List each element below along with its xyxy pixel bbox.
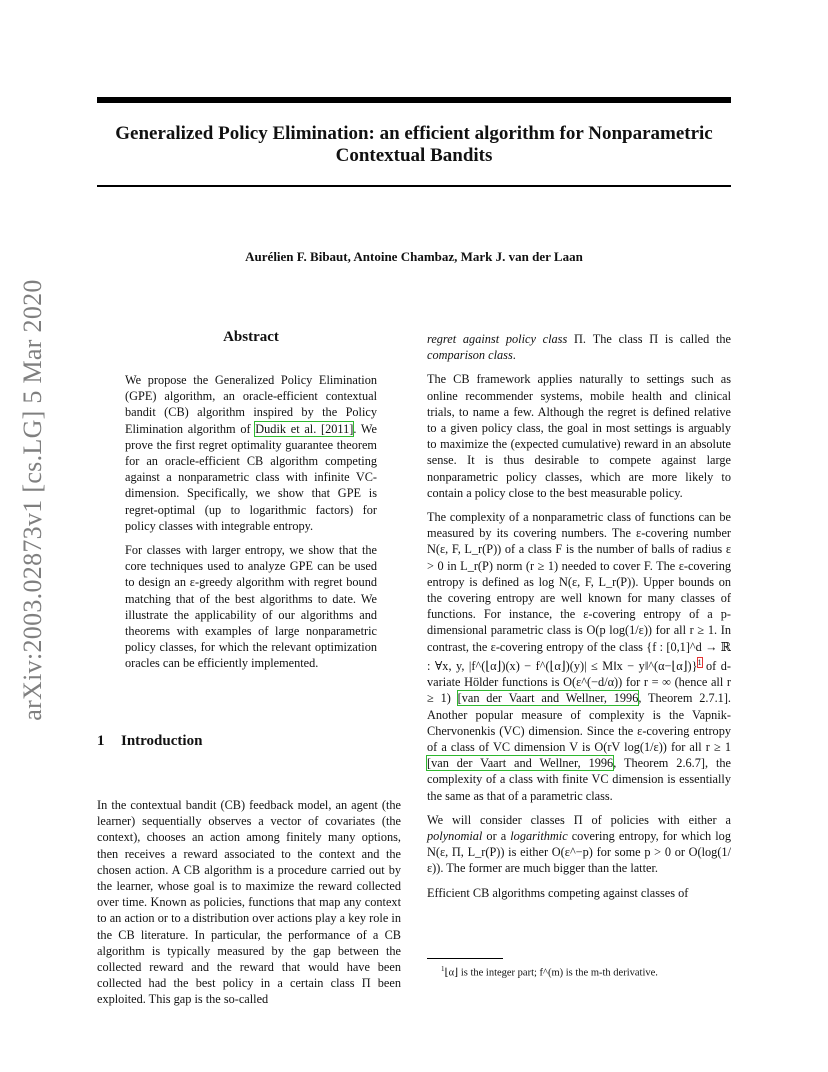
section-heading-introduction: 1 Introduction xyxy=(97,733,203,749)
title-rule-bottom xyxy=(97,185,731,187)
author-list: Aurélien F. Bibaut, Antoine Chambaz, Mark J. van der Laan xyxy=(245,249,583,264)
intro-paragraph-1-continued: regret against policy class Π. The class Π is called the comparison class. xyxy=(427,332,731,363)
intro-paragraph-4: We will consider classes Π of policies with either a polynomial or a logarithmic covering entropy, for which log N(ε, Π, L_r(P)) is either O(ε^−p) for some p > 0 or O(log(1/ε)). The former are much bigger than the latter. xyxy=(427,812,731,876)
introduction-right-column xyxy=(427,331,731,909)
intro-paragraph-1: In the contextual bandit (CB) feedback model, an agent (the learner) sequentially observes a vector of covariates (the context), chooses an action among finitely many options, then receives a reward associated to the context and the chosen action. A CB algorithm is a procedure carried out by the learner, whose goal is to maximize the reward collected over time. Known as policies, functions that map any context to an action or to a distribution over actions play a key role in the CB literature. In particular, the performance of a CB algorithm is typically measured by the gap between the collected reward and the reward that would have been collected had the best policy in a certain class Π been exploited. This gap is the so-called xyxy=(97,798,401,1007)
title-rule-top xyxy=(97,97,731,103)
intro-paragraph-2: The CB framework applies naturally to settings such as online recommender systems, mobile health and clinical trials, to name a few. Although the regret is defined relative to a given policy class, the goal in most settings is arguably to maximize the (expected cumulative) reward in an absolute sense. It is thus desirable to compete against large nonparametric policy classes, which are more likely to contain a policy close to the best measurable policy. xyxy=(427,372,731,500)
footnote-ref-1[interactable]: 1 xyxy=(697,657,702,667)
footnote-1: $^1$⌊α⌋ is the integer part; f^(m) is the m-th derivative. xyxy=(441,965,658,979)
arxiv-stamp xyxy=(18,279,47,721)
citation-link-vdv-2[interactable]: [van der Vaart and Wellner, 1996 xyxy=(427,756,614,771)
title-line-1: Generalized Policy Elimination: an efficient algorithm for Nonparametric xyxy=(115,123,713,144)
introduction-left-column xyxy=(97,797,401,1016)
intro-paragraph-5: Efficient CB algorithms competing against classes of xyxy=(427,885,689,900)
abstract-heading: Abstract xyxy=(223,329,279,345)
title-line-2: Contextual Bandits xyxy=(335,145,493,166)
arxiv-stamp-text: arXiv:2003.02873v1 [cs.LG] 5 Mar 2020 xyxy=(18,279,47,721)
footnote-rule xyxy=(427,958,503,959)
abstract-paragraph-2: For classes with larger entropy, we show that the core techniques used to analyze GPE can be used to design an ε-greedy algorithm with regret bound matching that of the best algorithms to date. We illustrate the applicability of our algorithms and theorems with examples of large nonparametric policy classes, for which the relevant optimization oracles can be efficiently implemented. xyxy=(125,543,377,671)
citation-link-vdv-1[interactable]: [van der Vaart and Wellner, 1996 xyxy=(457,691,639,706)
abstract-paragraph-1: We propose the Generalized Policy Elimination (GPE) algorithm, an oracle-efficient contextual bandit (CB) algorithm inspired by the Policy Elimination algorithm of Dudik et al. [2011]. We prove the first regret optimality guarantee theorem for an oracle-efficient CB algorithm competing against a nonparametric class with infinite VC-dimension. Specifically, we show that GPE is regret-optimal (up to logarithmic factors) for policy classes with integrable entropy. xyxy=(125,373,377,533)
intro-paragraph-3: The complexity of a nonparametric class of functions can be measured by its covering numbers. The ε-covering number N(ε, F, L_r(P)) of a class F is the number of balls of radius ε > 0 in L_r(P) norm (r ≥ 1) needed to cover F. The ε-covering entropy is defined as log N(ε, F, L_r(P)). Upper bounds on the covering entropy are well known for many classes of functions. For instance, the ε-covering entropy of a p-dimensional parametric class is O(p log(1/ε)) for all r ≥ 1. In contrast, the ε-covering entropy of the class {f : [0,1]^d → ℝ : ∀x, y, |f^(⌊α⌋)(x) − f^(⌊α⌋)(y)| ≤ M‖x − y‖^(α−⌊α⌋)}$^1$ of d-variate Hölder functions is O(ε^(−d/α)) for r = ∞ (hence all r ≥ 1) [van der Vaart and Wellner, 1996, Theorem 2.7.1]. Another popular measure of complexity is the Vapnik-Chervonenkis (VC) dimension. Since the ε-covering entropy of a class of VC dimension V is O(rV log(1/ε)) for all r ≥ 1 [van der Vaart and Wellner, 1996, Theorem 2.6.7], the complexity of a class with finite VC dimension is essentially the same as that of a parametric class. xyxy=(427,510,732,803)
abstract-body xyxy=(125,372,377,680)
paper-title xyxy=(97,123,731,167)
citation-link-dudik[interactable]: Dudik et al. [2011] xyxy=(255,421,354,436)
